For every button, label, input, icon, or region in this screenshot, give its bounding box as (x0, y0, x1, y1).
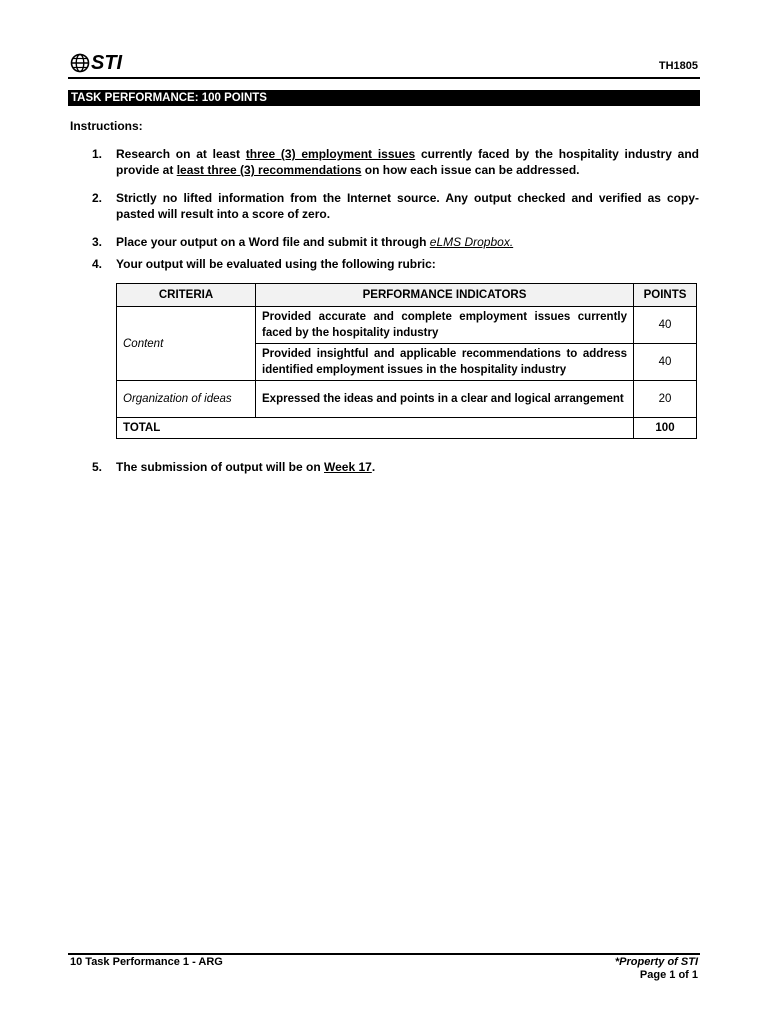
underlined-text: three (3) employment issues (245, 147, 416, 161)
item-number: 4. (92, 257, 103, 271)
item-number: 2. (92, 191, 103, 205)
logo-text: STI (91, 52, 123, 74)
sti-logo (70, 50, 122, 76)
document-code: TH1805 (658, 60, 698, 72)
item-number: 3. (92, 235, 103, 249)
table-header-row (117, 284, 697, 307)
instruction-item-4 (88, 256, 699, 272)
item-number: 5. (92, 460, 103, 474)
footer-document-name: 10 Task Performance 1 - ARG (70, 956, 223, 968)
globe-icon (70, 53, 90, 73)
total-label: TOTAL (117, 418, 634, 439)
property-notice: *Property of STI (614, 956, 698, 968)
indicator-cell: Expressed the ideas and points in a clear and logical arrangement (256, 381, 634, 418)
instruction-item-1 (88, 146, 699, 178)
item-text: The submission of output will be on Week 17. (116, 460, 376, 474)
points-cell: 20 (634, 381, 697, 418)
indicator-cell: Provided insightful and applicable recommendations to address identified employment issues in the hospitality industry (256, 344, 634, 381)
indicator-cell: Provided accurate and complete employment issues currently faced by the hospitality industry (256, 307, 634, 344)
instruction-list (88, 146, 699, 284)
elms-dropbox-link[interactable]: eLMS Dropbox. (429, 235, 514, 249)
page-number: Page 1 of 1 (639, 969, 698, 981)
task-title-banner: TASK PERFORMANCE: 100 POINTS (68, 90, 700, 106)
instructions-heading: Instructions: (70, 119, 143, 133)
criteria-cell: Content (117, 307, 256, 381)
instruction-item-5 (88, 459, 699, 475)
points-cell: 40 (634, 307, 697, 344)
item-text: Strictly no lifted information from the Internet source. Any output checked and verified as copy-pasted will result into a score of zero. (116, 191, 699, 221)
footer-right-block (615, 956, 698, 982)
item-number: 1. (92, 147, 103, 161)
table-row (117, 307, 697, 344)
footer-divider (68, 953, 700, 955)
points-header: POINTS (634, 284, 697, 307)
underlined-text: Week 17 (324, 460, 372, 474)
underlined-text: least three (3) recommendations (176, 163, 362, 177)
instruction-item-3 (88, 234, 699, 250)
total-row (117, 418, 697, 439)
indicators-header: PERFORMANCE INDICATORS (256, 284, 634, 307)
criteria-header: CRITERIA (117, 284, 256, 307)
item-text: Place your output on a Word file and submit it through eLMS Dropbox. (116, 235, 514, 249)
rubric-table (116, 283, 697, 439)
points-cell: 40 (634, 344, 697, 381)
criteria-cell: Organization of ideas (117, 381, 256, 418)
instruction-item-2 (88, 190, 699, 222)
total-points: 100 (634, 418, 697, 439)
header-divider (68, 77, 700, 79)
item-text: Your output will be evaluated using the following rubric: (116, 257, 436, 271)
instruction-list-continued (88, 459, 699, 487)
table-row (117, 381, 697, 418)
item-text: Research on at least three (3) employment issues currently faced by the hospitality industry and provide at least three (3) recommendations on how each issue can be addressed. (116, 147, 699, 177)
